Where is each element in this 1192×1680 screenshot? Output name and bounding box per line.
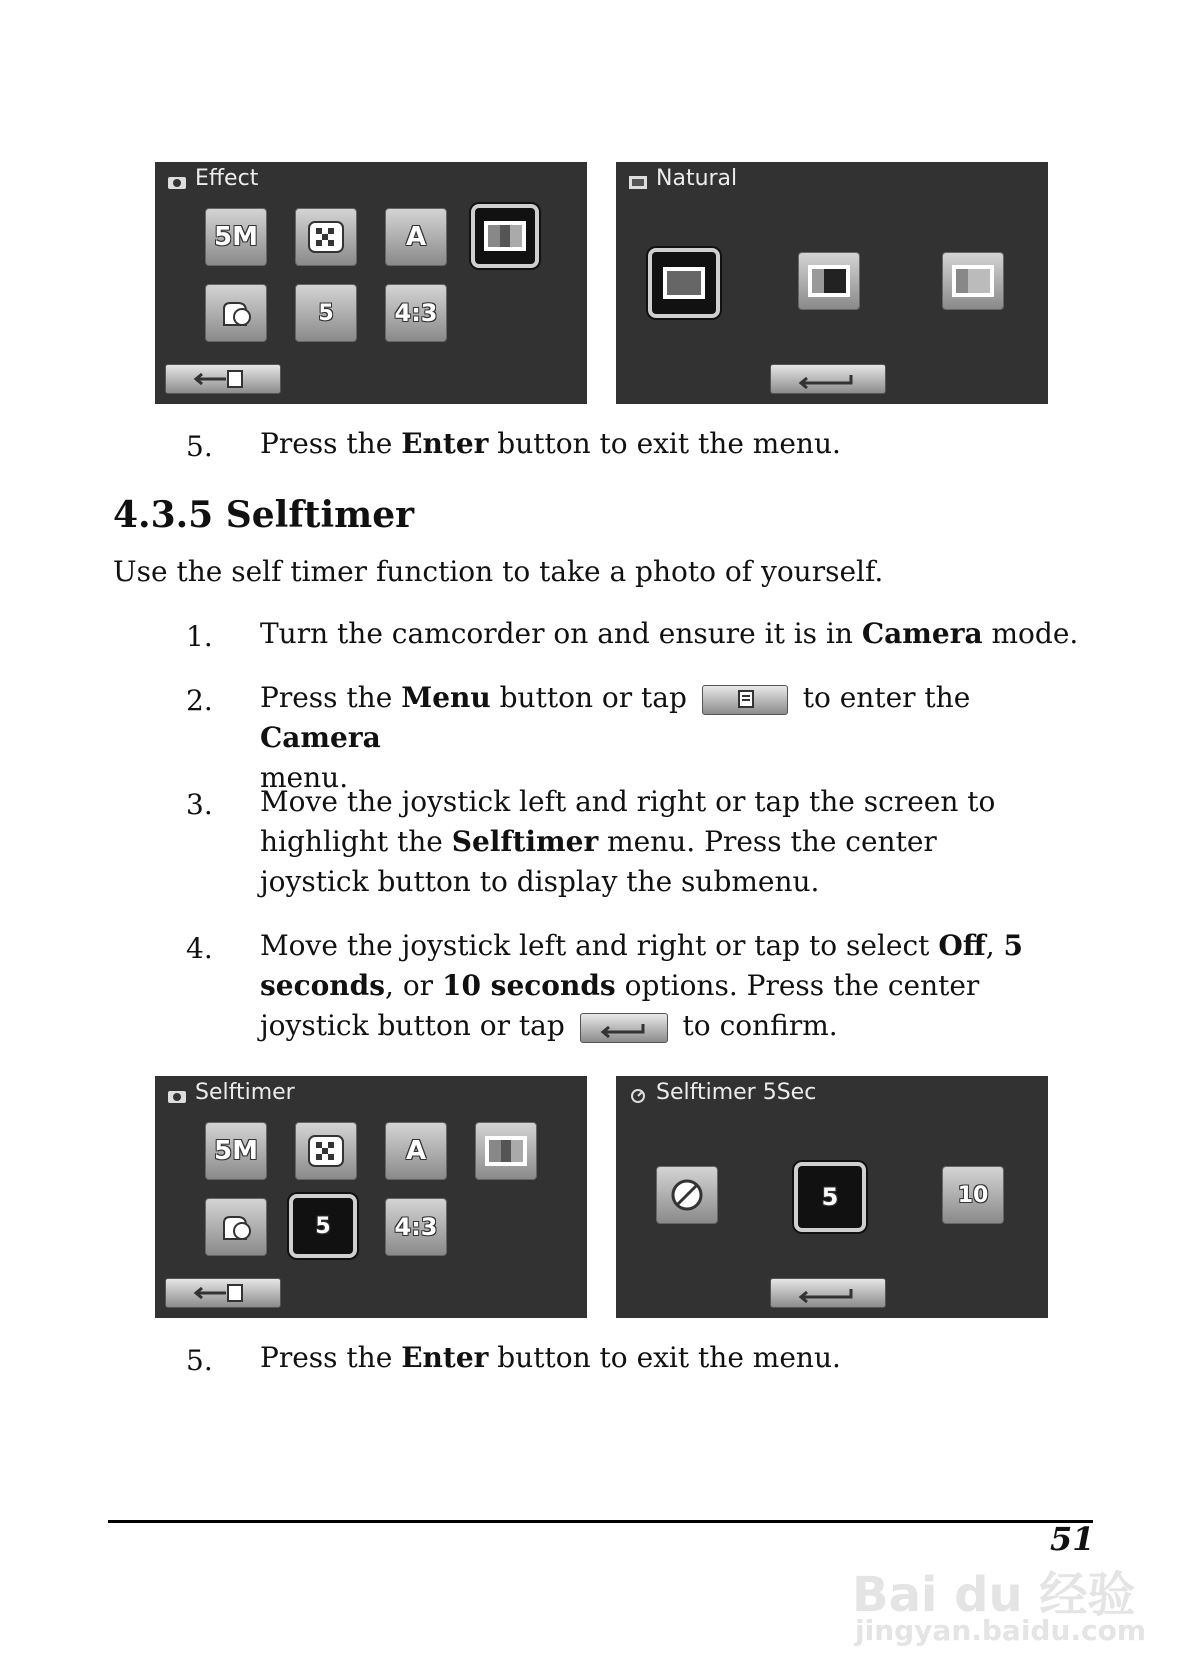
effect-menu-screen: [155, 162, 587, 404]
step-text-bold: Enter: [401, 427, 489, 460]
natural-submenu-screen: [616, 162, 1048, 404]
step-text-post: button to exit the menu.: [488, 1341, 841, 1374]
stabilizer-tile[interactable]: [205, 1198, 267, 1256]
quality-icon: [306, 1133, 346, 1169]
quality-tile[interactable]: [295, 1122, 357, 1180]
step-text-part: Move the joystick left and right or tap to select: [260, 929, 939, 962]
selftimer-tile-selected[interactable]: 5: [289, 1194, 357, 1258]
step-text-part: , or: [385, 969, 442, 1002]
step-number: 1.: [186, 620, 213, 653]
stabilizer-tile[interactable]: [205, 284, 267, 342]
natural-icon: [662, 266, 706, 300]
screen-title: Natural: [656, 166, 738, 191]
confirm-button[interactable]: [770, 1278, 886, 1308]
bw-icon: [807, 264, 851, 298]
step-number: 2.: [186, 684, 213, 717]
sepia-icon: [951, 264, 995, 298]
step-text-part: menu.: [260, 761, 349, 794]
step-text-bold: Camera: [861, 617, 983, 650]
step-text-part: options. Press the center joystick button or tap: [260, 969, 980, 1042]
enter-icon: [771, 365, 885, 393]
step-text-part: to confirm.: [673, 1009, 838, 1042]
sepia-option[interactable]: [942, 252, 1004, 310]
step-text: [260, 424, 1090, 464]
back-button[interactable]: [165, 364, 281, 394]
enter-button-icon: [580, 1013, 668, 1043]
page-number: 51: [1050, 1520, 1095, 1558]
step-number: 5.: [186, 1344, 213, 1377]
selftimer-menu-screen: [155, 1076, 587, 1318]
step-text-bold: Selftimer: [451, 825, 599, 858]
effect-tile-selected[interactable]: [471, 204, 539, 268]
step-text-part: Move the joystick left and right or tap the screen to highlight the: [260, 785, 996, 858]
step-text-bold: 5 seconds: [260, 929, 1023, 1002]
step-text-bold: Off: [938, 929, 986, 962]
screen-title: Selftimer 5Sec: [656, 1080, 817, 1105]
menu-button-icon: [702, 685, 788, 715]
enter-icon: [771, 1279, 885, 1307]
timer-small-icon: [628, 1088, 648, 1104]
section-heading: 4.3.5 Selftimer: [113, 494, 415, 536]
step-text-bold: Enter: [401, 1341, 489, 1374]
back-menu-icon: [166, 1279, 280, 1307]
step-text-pre: Press the: [260, 427, 402, 460]
selftimer-tile[interactable]: 5: [295, 284, 357, 342]
footer-rule: [108, 1520, 1093, 1523]
step-number: 4.: [186, 932, 213, 965]
aspect-ratio-tile[interactable]: 4:3: [385, 1198, 447, 1256]
timer-10sec-option[interactable]: 10: [942, 1166, 1004, 1224]
timer-5sec-option-selected[interactable]: 5: [794, 1162, 866, 1232]
step-text-part: Press the: [260, 681, 402, 714]
watermark-url: jingyan.baidu.com: [855, 1614, 1147, 1647]
step-text: [260, 614, 1090, 654]
scene-tile[interactable]: A: [385, 208, 447, 266]
step-text-part: to enter the: [793, 681, 971, 714]
step-text: [260, 782, 1050, 902]
natural-option-selected[interactable]: [648, 248, 720, 318]
quality-icon: [306, 219, 346, 255]
step-text: [260, 926, 1070, 1046]
bw-option[interactable]: [798, 252, 860, 310]
resolution-tile[interactable]: 5M: [205, 1122, 267, 1180]
timer-off-icon: [667, 1175, 707, 1215]
watermark-brand: Bai du 经验: [852, 1567, 1136, 1623]
camera-icon: [167, 1088, 187, 1104]
hand-icon: [216, 1209, 256, 1245]
step-text-bold: Menu: [401, 681, 491, 714]
step-text-post: button to exit the menu.: [488, 427, 841, 460]
screen-title: Effect: [195, 166, 259, 191]
step-text-bold: 10 seconds: [441, 969, 616, 1002]
selftimer-submenu-screen: [616, 1076, 1048, 1318]
step-number: 5.: [186, 430, 213, 463]
effect-icon: [483, 220, 527, 252]
scene-tile[interactable]: A: [385, 1122, 447, 1180]
step-text-pre: Press the: [260, 1341, 402, 1374]
quality-tile[interactable]: [295, 208, 357, 266]
camera-icon: [167, 174, 187, 190]
intro-text: Use the self timer function to take a photo of yourself.: [113, 555, 884, 588]
step-text-part: button or tap: [490, 681, 696, 714]
hand-icon: [216, 295, 256, 331]
back-button[interactable]: [165, 1278, 281, 1308]
aspect-ratio-tile[interactable]: 4:3: [385, 284, 447, 342]
step-number: 3.: [186, 788, 213, 821]
step-text-part: mode.: [982, 617, 1079, 650]
step-text-part: menu. Press the center joystick button to display the submenu.: [260, 825, 937, 898]
screen-title: Selftimer: [195, 1080, 295, 1105]
timer-off-option[interactable]: [656, 1166, 718, 1224]
step-text: [260, 1338, 1090, 1378]
effect-tile[interactable]: [475, 1122, 537, 1180]
confirm-button[interactable]: [770, 364, 886, 394]
effect-small-icon: [628, 174, 648, 190]
resolution-tile[interactable]: 5M: [205, 208, 267, 266]
step-text-part: ,: [985, 929, 1004, 962]
step-text-bold: Camera: [260, 721, 381, 754]
step-text: [260, 678, 1090, 798]
back-menu-icon: [166, 365, 280, 393]
step-text-part: Turn the camcorder on and ensure it is in: [260, 617, 862, 650]
effect-icon: [484, 1135, 528, 1167]
